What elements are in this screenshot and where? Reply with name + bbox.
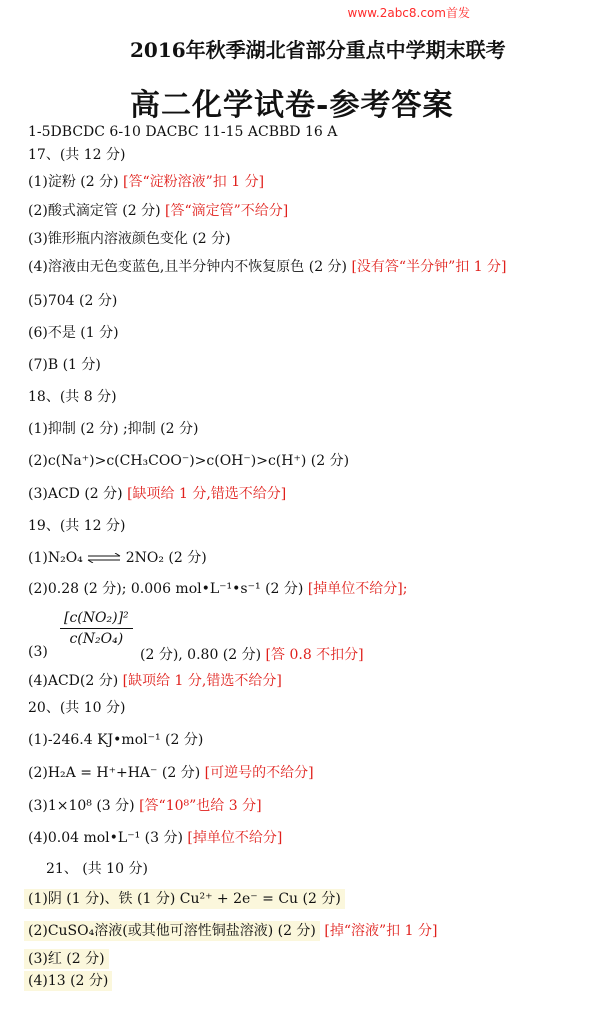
q17-line-1 xyxy=(28,171,264,191)
choice-answers: 1-5DBCDC 6-10 DACBC 11-15 ACBBD 16 A xyxy=(28,124,338,140)
reversible-arrow-icon xyxy=(87,553,121,563)
q17-1-note: [答“淀粉溶液”扣 1 分] xyxy=(123,174,265,190)
q20-3-note: [答“10⁸”也给 3 分] xyxy=(139,798,262,814)
q19-2-answer: (2)0.28 (2 分); 0.006 mol•L⁻¹•s⁻¹ (2 分) xyxy=(28,581,304,597)
q21-line-4 xyxy=(24,970,112,990)
q20-line-1: (1)-246.4 KJ•mol⁻¹ (2 分) xyxy=(28,732,204,748)
q17-head: 17、(共 12 分) xyxy=(28,147,126,163)
exam-title: 2016年秋季湖北省部分重点中学期末联考 xyxy=(130,38,506,62)
q19-4-answer: (4)ACD(2 分) xyxy=(28,673,119,689)
q18-3-answer: (3)ACD (2 分) xyxy=(28,486,123,502)
q17-line-4 xyxy=(28,256,507,276)
q21-2-note: [掉“溶液”扣 1 分] xyxy=(324,923,438,939)
q21-4-answer: (4)13 (2 分) xyxy=(24,971,112,991)
q21-2-answer: (2)CuSO₄溶液(或其他可溶性铜盐溶液) (2 分) xyxy=(24,921,320,941)
q17-line-6: (6)不是 (1 分) xyxy=(28,325,119,341)
q20-4-note: [掉单位不给分] xyxy=(187,830,283,846)
q18-line-3 xyxy=(28,483,286,503)
q18-line-1: (1)抑制 (2 分) ;抑制 (2 分) xyxy=(28,421,199,437)
q17-1-answer: (1)淀粉 (2 分) xyxy=(28,174,119,190)
q17-4-note: [没有答“半分钟”扣 1 分] xyxy=(351,259,507,275)
q17-line-3: (3)锥形瓶内溶液颜色变化 (2 分) xyxy=(28,231,231,247)
q17-2-note: [答“滴定管”不给分] xyxy=(165,203,289,219)
q19-2-note: [掉单位不给分]; xyxy=(307,581,408,597)
q19-head: 19、(共 12 分) xyxy=(28,518,126,534)
q21-head: 21、 (共 10 分) xyxy=(46,861,148,877)
q18-head: 18、(共 8 分) xyxy=(28,389,117,405)
q19-1-reactant: (1)N₂O₄ xyxy=(28,550,83,566)
q17-line-7: (7)B (1 分) xyxy=(28,357,101,373)
q20-line-2 xyxy=(28,762,314,782)
q17-4-answer: (4)溶液由无色变蓝色,且半分钟内不恢复原色 (2 分) xyxy=(28,259,348,275)
equilibrium-constant-fraction xyxy=(60,610,133,647)
q18-line-2: (2)c(Na⁺)>c(CH₃COO⁻)>c(OH⁻)>c(H⁺) (2 分) xyxy=(28,453,350,469)
q21-line-2 xyxy=(24,920,437,940)
watermark: www.2abc8.com首发 xyxy=(347,6,470,20)
q19-line-2 xyxy=(28,578,407,598)
q18-3-note: [缺项给 1 分,错选不给分] xyxy=(127,486,287,502)
q21-line-3 xyxy=(24,948,109,968)
q17-line-2 xyxy=(28,200,288,220)
answer-key-title: 高二化学试卷-参考答案 xyxy=(130,88,454,123)
q20-3-answer: (3)1×10⁸ (3 分) xyxy=(28,798,135,814)
q19-1-product: 2NO₂ (2 分) xyxy=(125,550,207,566)
q20-line-3 xyxy=(28,795,262,815)
q19-3-answer: (2 分), 0.80 (2 分) xyxy=(140,647,262,663)
q17-line-5: (5)704 (2 分) xyxy=(28,293,118,309)
q19-line-3 xyxy=(140,644,364,664)
fraction-numerator: [c(NO₂)]² xyxy=(60,610,133,629)
q19-line-4 xyxy=(28,670,282,690)
q19-line-1 xyxy=(28,547,207,567)
q20-head: 20、(共 10 分) xyxy=(28,700,126,716)
q20-4-answer: (4)0.04 mol•L⁻¹ (3 分) xyxy=(28,830,183,846)
q20-2-note: [可逆号的不给分] xyxy=(204,765,314,781)
q21-3-answer: (3)红 (2 分) xyxy=(24,949,109,969)
q21-1-answer: (1)阴 (1 分)、铁 (1 分) Cu²⁺ + 2e⁻ = Cu (2 分) xyxy=(24,889,345,909)
q20-2-answer: (2)H₂A = H⁺+HA⁻ (2 分) xyxy=(28,765,201,781)
q17-2-answer: (2)酸式滴定管 (2 分) xyxy=(28,203,161,219)
q19-4-note: [缺项给 1 分,错选不给分] xyxy=(122,673,282,689)
q20-line-4 xyxy=(28,827,282,847)
q21-line-1 xyxy=(24,888,345,908)
q19-3-note: [答 0.8 不扣分] xyxy=(265,647,364,663)
q19-3-label: (3) xyxy=(28,644,48,660)
fraction-denominator: c(N₂O₄) xyxy=(69,631,124,647)
